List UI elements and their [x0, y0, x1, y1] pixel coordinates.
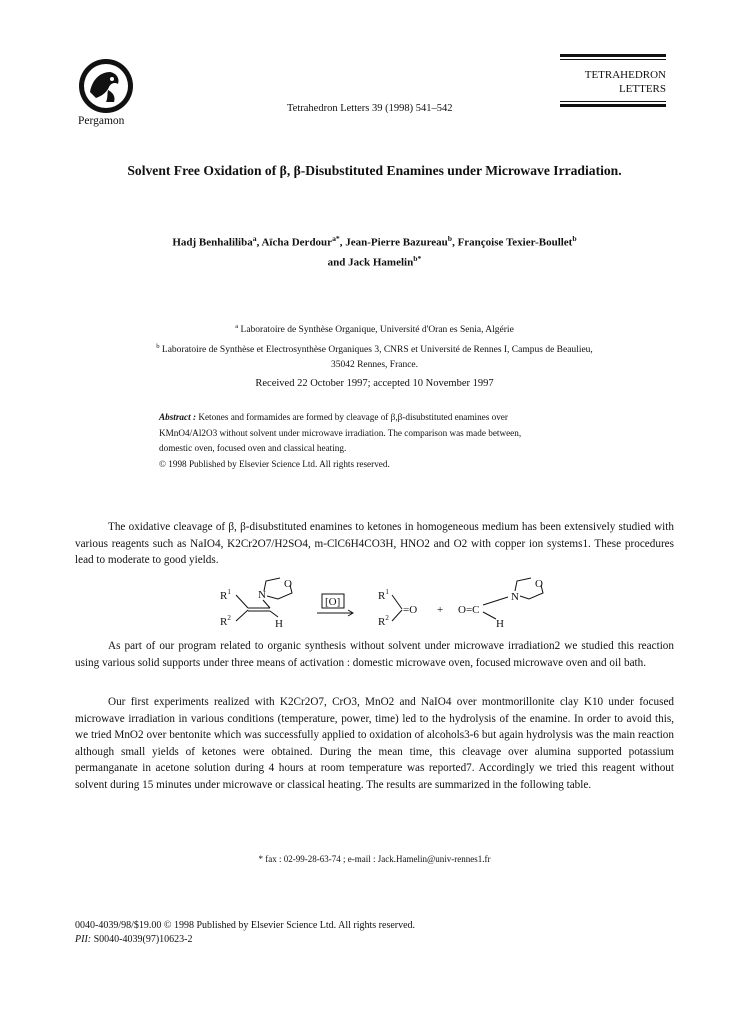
paragraph-text: Our first experiments realized with K2Cr2O7, CrO3, MnO2 and NaIO4 over montmorillonite clay K10 under focused microwave irradiation in various conditions (temperature, power, time) led to the hydrolysis of the enamine. In order to avoid this, we tried MnO2 over bentonite which was successfully applied to oxidation of alcohols3-6 but again hydrolysis was the main reaction although small yields of ketones were obtained. During the mean time, this cleavage over alumina supported potassium permanganate in acetone solution during 4 hours at room temperature was reported7. Accordingly we tried this reagent without solvent during 15 minutes under microwave or classical heating. The results are summarized in the following table. [75, 696, 674, 791]
affiliation-b: Laboratoire de Synthèse et Electrosynthèse Organiques 3, CNRS et Université de Rennes I, Campus de Beaulieu, [161, 344, 593, 355]
scheme-o: O [284, 578, 292, 590]
paragraph-text: As part of our program related to organic synthesis without solvent under microwave irradiation2 we studied this reaction using various solid supports under three means of activation : domestic microwave oven, focused microwave oven and oil bath. [75, 640, 674, 669]
affiliation-b-address: 35042 Rennes, France. [330, 360, 419, 371]
author-name: Hadj Benhaliliba [172, 236, 253, 249]
pii-value: S0040-4039(97)10623-2 [93, 934, 193, 945]
brand-rule [560, 54, 666, 57]
affiliations [0, 319, 749, 374]
abstract-copyright: © 1998 Published by Elsevier Science Ltd. All rights reserved. [159, 458, 390, 469]
body-paragraph [75, 694, 674, 794]
brand-rule [560, 59, 666, 60]
scheme-r1: $R^1$ [220, 588, 231, 602]
paragraph-text: The oxidative cleavage of β, β-disubstituted enamines to ketones in homogeneous medium has been extensively studied with various reagents such as NaIO4, K2Cr2O7/H2SO4, m-ClC6H4CO3H, HNO2 and O2 with copper ion systems1. These procedures lead to moderate to good yields. [75, 521, 674, 567]
scheme-r2: $R^2$ [220, 614, 231, 628]
scheme-ketone-r2: $R^2$ [378, 614, 389, 628]
brand-line-1: TETRAHEDRON [584, 69, 666, 81]
scheme-ketone-r1: $R^1$ [378, 588, 389, 602]
scheme-formamide-h: H [496, 618, 504, 630]
author-name: and Jack Hamelin [327, 256, 414, 269]
scheme-bond [483, 597, 508, 605]
author-affil-mark: b* [413, 253, 422, 263]
scheme-formamide-n: N [511, 591, 519, 603]
abstract [159, 410, 617, 472]
scheme-plus: + [437, 604, 444, 616]
scheme-formamide-o: O [535, 578, 543, 590]
author-affil-mark: a* [332, 234, 340, 243]
issn-block [75, 919, 415, 947]
author-list: Hadj Benhaliliba$^a$, Aïcha Derdour$^{a*}$, Jean-Pierre Bazureau$^b$, Françoise Texier-Boullet$^b$ and Jack Hamelin$^{b*}$ [172, 234, 577, 269]
abstract-text: KMnO4/Al2O3 without solvent under microwave irradiation. The comparison was made between, [159, 427, 522, 438]
brand-rule [560, 104, 666, 107]
affiliation-a: Laboratoire de Synthèse Organique, Université d'Oran es Senia, Algérie [240, 325, 514, 336]
scheme-oxidant: [O] [325, 596, 341, 608]
author-affil-mark: b [572, 234, 577, 243]
body-paragraph [75, 519, 674, 569]
scheme-bond [392, 610, 402, 621]
scheme-bond [236, 610, 248, 621]
author-affil-mark: a [252, 234, 257, 243]
brand-line-2: LETTERS [618, 83, 666, 95]
brand-rule [560, 101, 666, 102]
abstract-text: Ketones and formamides are formed by cleavage of β,β-disubstituted enamines over [198, 412, 508, 422]
scheme-bond [270, 611, 278, 617]
pii-label: PII: [75, 934, 92, 945]
scheme-n: N [258, 589, 266, 601]
scheme-ketone-o: =O [403, 604, 418, 616]
affil-mark: a [235, 323, 239, 330]
reaction-scheme [200, 575, 545, 630]
scheme-bond [236, 595, 248, 608]
author-name: Jean-Pierre Bazureau [345, 236, 448, 249]
brand-title [560, 68, 666, 96]
publisher-name: Pergamon [78, 115, 125, 127]
author-name: Aïcha Derdour [261, 236, 333, 249]
received-dates: Received 22 October 1997; accepted 10 November 1997 [255, 378, 494, 389]
abstract-text: domestic oven, focused oven and classical heating. [159, 443, 347, 453]
scheme-bond [483, 612, 496, 619]
scheme-bond [263, 600, 270, 608]
journal-citation: Tetrahedron Letters 39 (1998) 541–542 [287, 103, 453, 114]
abstract-label: Abstract : [159, 412, 197, 422]
scheme-formamide-prefix: O=C [458, 604, 480, 616]
body-paragraph [75, 638, 674, 671]
scheme-h: H [275, 618, 283, 630]
author-name: Françoise Texier-Boullet [457, 236, 573, 249]
elsevier-logo [78, 58, 134, 114]
scheme-bond [392, 595, 402, 609]
footnote: * fax : 02-99-28-63-74 ; e-mail : Jack.Hamelin@univ-rennes1.fr [258, 854, 491, 864]
author-affil-mark: b [447, 234, 453, 243]
paper-title: Solvent Free Oxidation of β, β-Disubstituted Enamines under Microwave Irradiation. [127, 163, 622, 178]
issn-line: 0040-4039/98/$19.00 © 1998 Published by Elsevier Science Ltd. All rights reserved. [75, 920, 416, 931]
journal-brand [560, 54, 666, 109]
affil-mark: b [156, 342, 160, 350]
